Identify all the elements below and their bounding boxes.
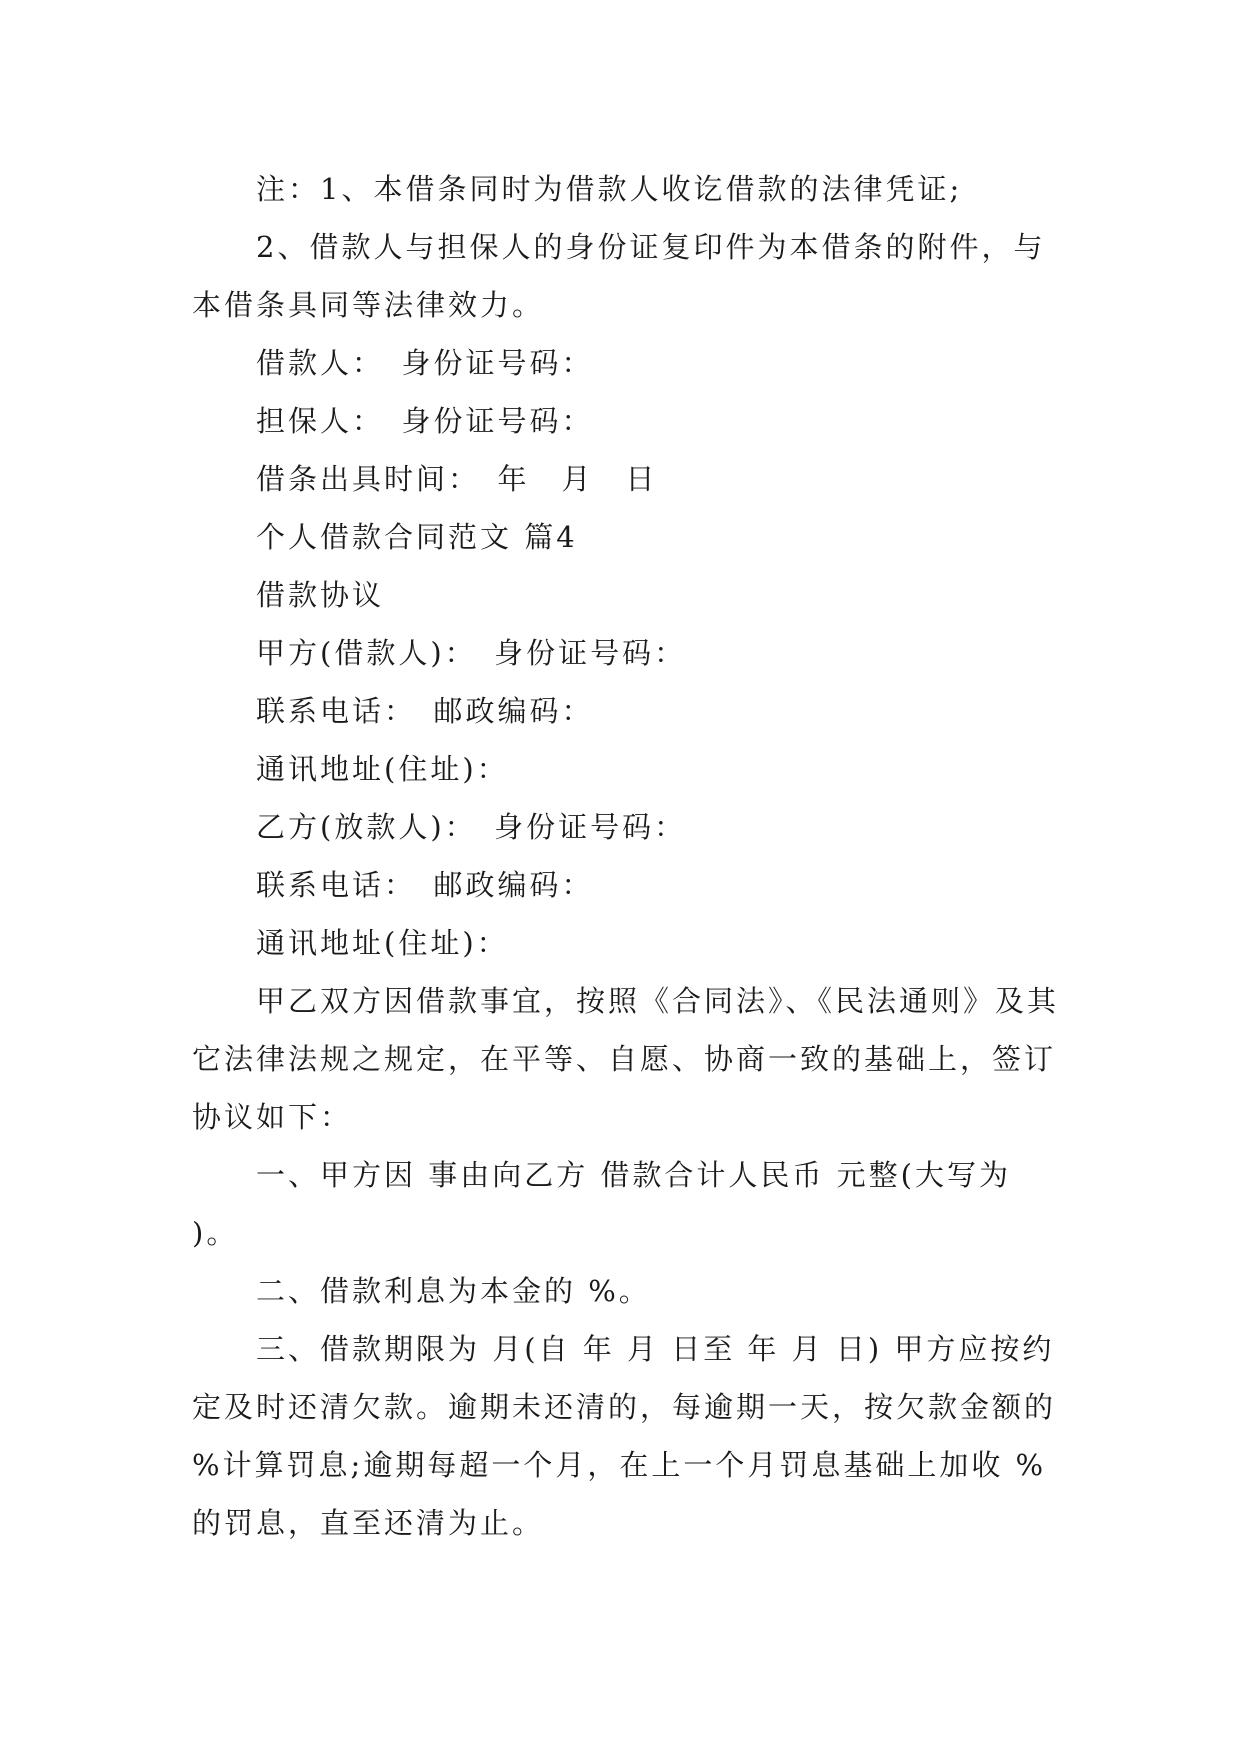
- party-b-line: 乙方(放款人)： 身份证号码：: [256, 810, 687, 844]
- clause-2: 二、借款利息为本金的 %。: [256, 1274, 651, 1308]
- issue-date-line: 借条出具时间： 年 月 日: [256, 462, 658, 496]
- clause-1: 一、甲方因 事由向乙方 借款合计人民币 元整(大写为 )。: [192, 1158, 1024, 1250]
- borrower-line: 借款人： 身份证号码：: [256, 346, 594, 380]
- clause-3: 三、借款期限为 月(自 年 月 日至 年 月 日) 甲方应按约定及时还清欠款。逾期未还清的，每逾期一天，按欠款金额的 %计算罚息;逾期每超一个月，在上一个月罚息基础上加收 %的罚息，直至还清为止。: [192, 1332, 1069, 1540]
- document-body: [192, 160, 1067, 1552]
- agreement-title: 借款协议: [256, 578, 385, 612]
- party-b-address: 通讯地址(住址)：: [256, 926, 509, 960]
- note-line-2: 2、借款人与担保人的身份证复印件为本借条的附件，与本借条具同等法律效力。: [192, 230, 1046, 322]
- party-a-contact: 联系电话： 邮政编码：: [256, 694, 594, 728]
- preamble-paragraph: 甲乙双方因借款事宜，按照《合同法》、《民法通则》及其它法律法规之规定，在平等、自愿、协商一致的基础上，签订协议如下：: [192, 984, 1060, 1134]
- note-line-1: 注：1、本借条同时为借款人收讫借款的法律凭证;: [256, 172, 963, 206]
- party-b-contact: 联系电话： 邮政编码：: [256, 868, 594, 902]
- section-heading: 个人借款合同范文 篇4: [256, 520, 578, 554]
- party-a-line: 甲方(借款人)： 身份证号码：: [256, 636, 687, 670]
- guarantor-line: 担保人： 身份证号码：: [256, 404, 594, 438]
- party-a-address: 通讯地址(住址)：: [256, 752, 509, 786]
